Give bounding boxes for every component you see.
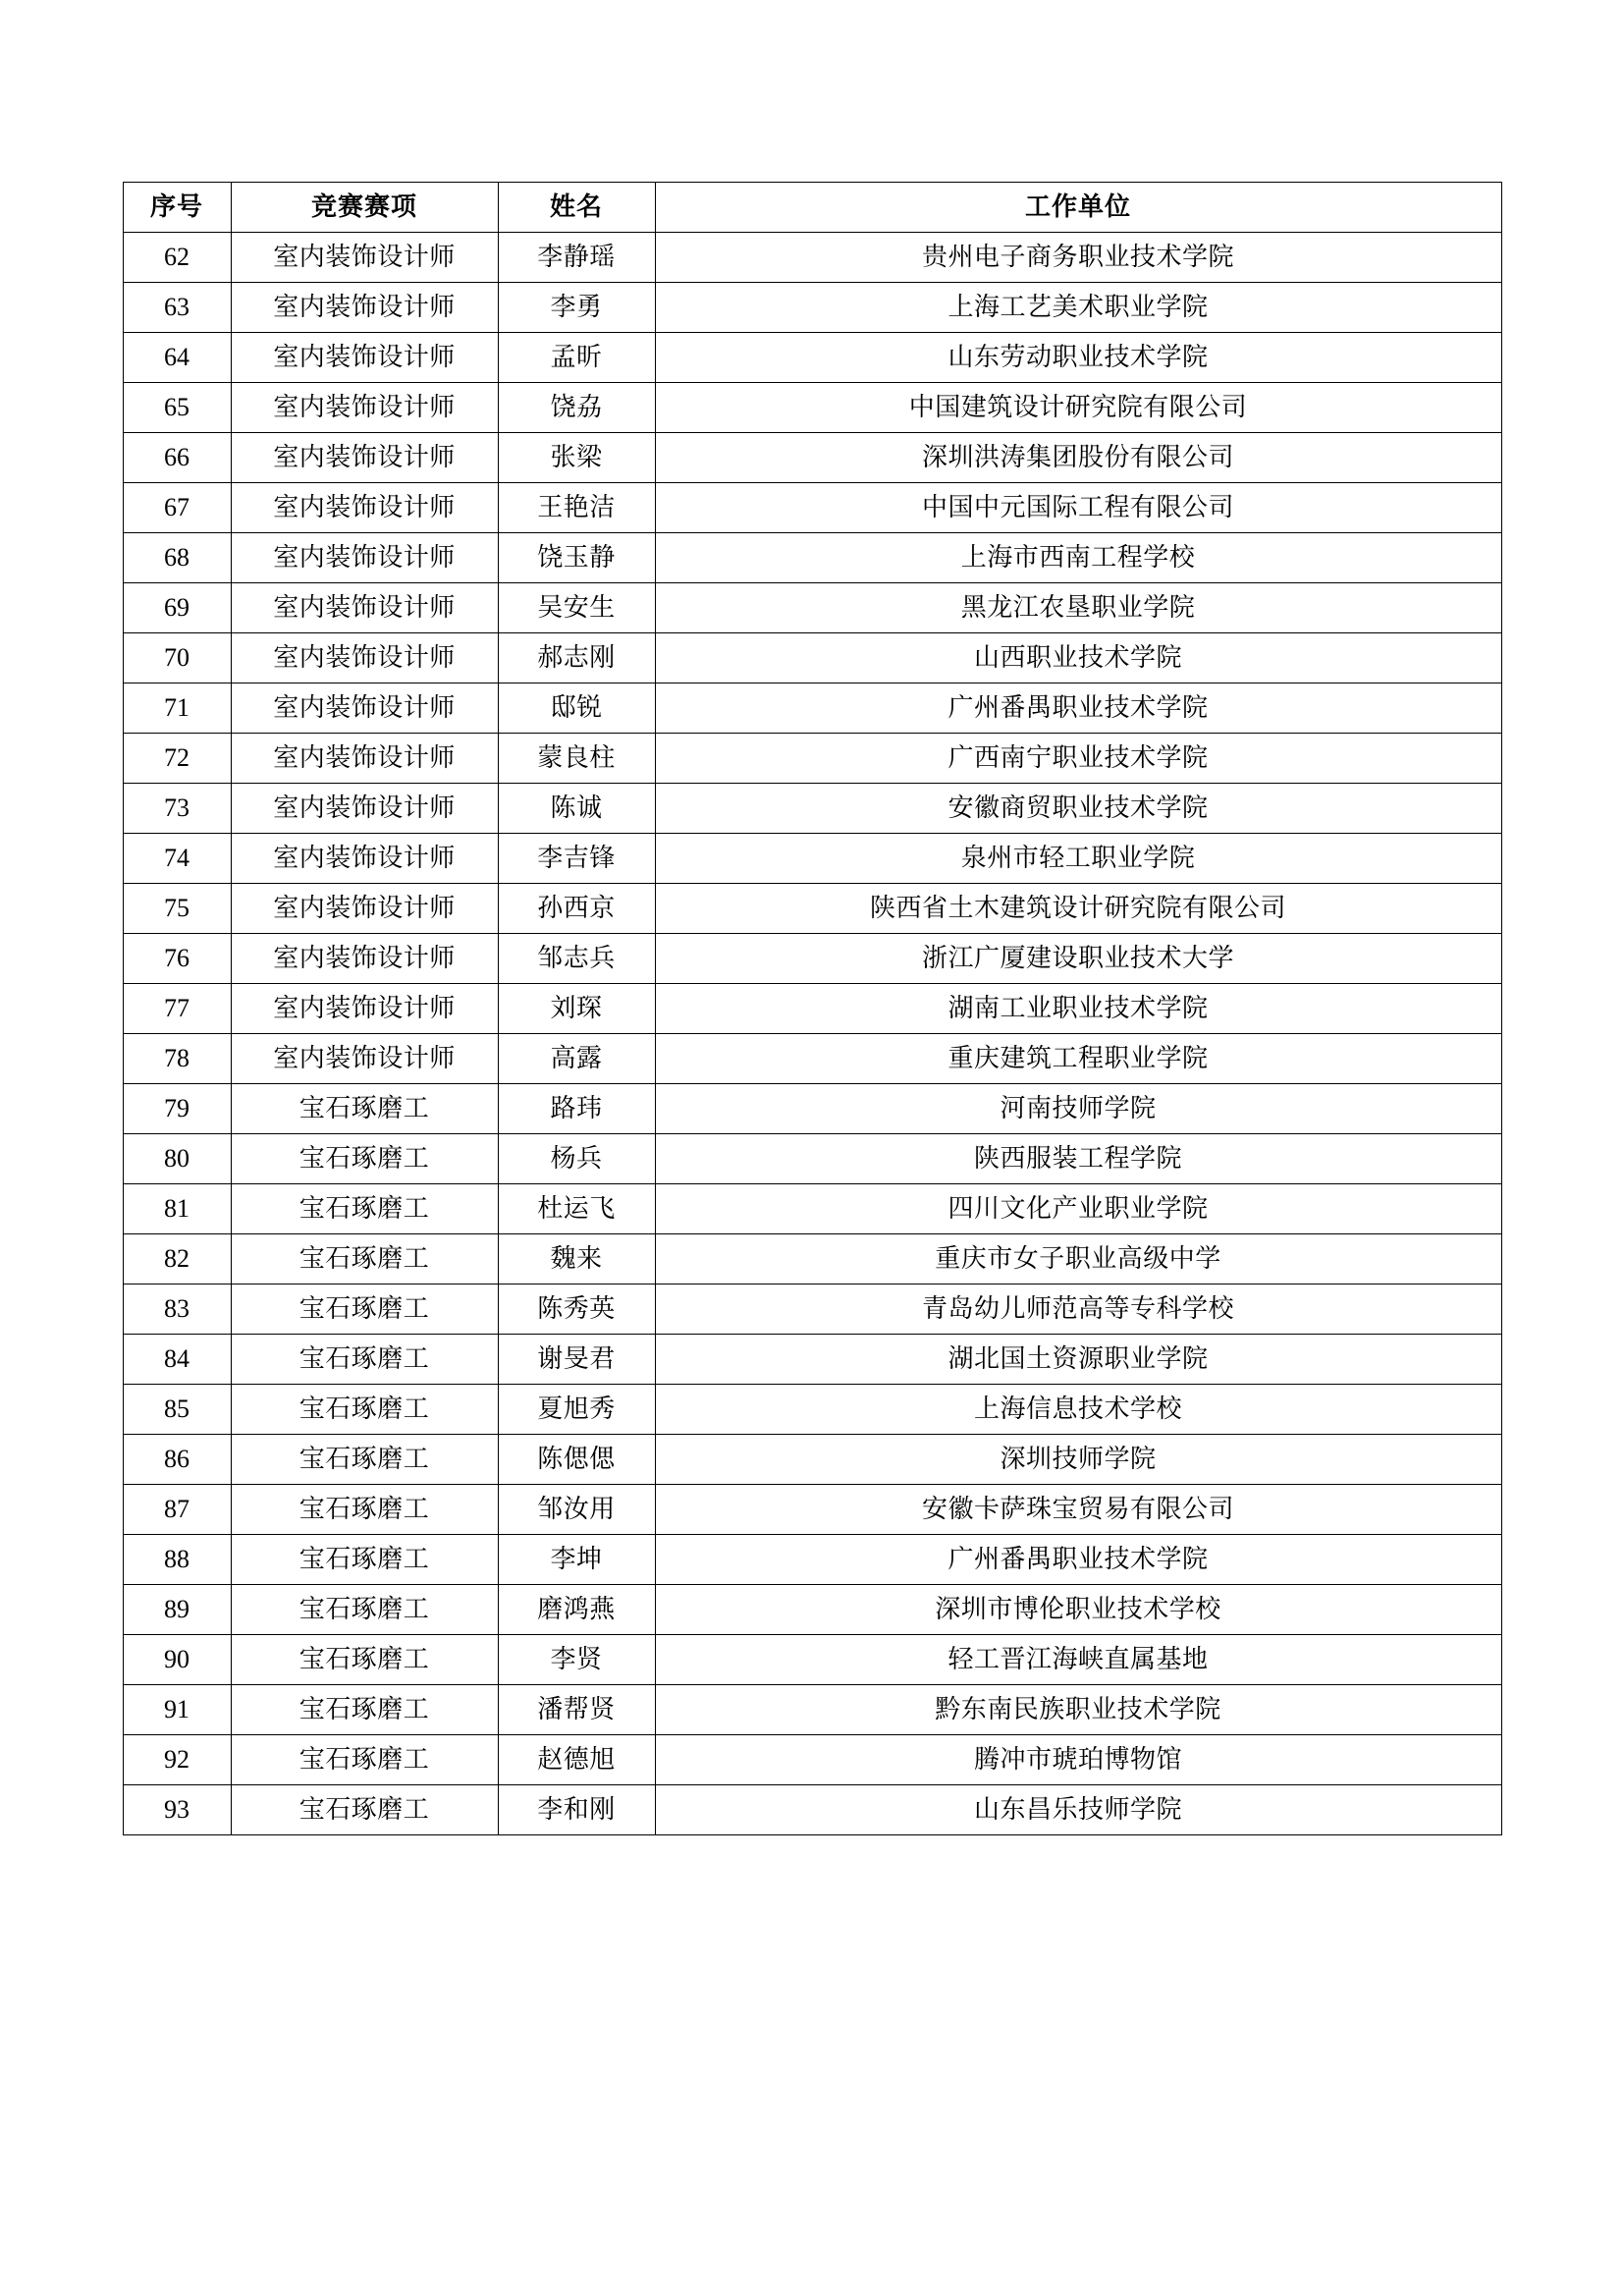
cell-event: 宝石琢磨工: [231, 1485, 498, 1535]
cell-org: 黑龙江农垦职业学院: [655, 583, 1501, 633]
table-row: [123, 533, 1501, 583]
roster-table: [123, 182, 1502, 1835]
cell-seq: 83: [123, 1285, 231, 1335]
column-header-seq: 序号: [123, 183, 231, 233]
cell-org: 重庆建筑工程职业学院: [655, 1034, 1501, 1084]
cell-seq: 85: [123, 1385, 231, 1435]
table-row: [123, 1485, 1501, 1535]
cell-name: 李贤: [498, 1635, 655, 1685]
cell-name: 孟昕: [498, 333, 655, 383]
cell-event: 室内装饰设计师: [231, 633, 498, 683]
cell-event: 室内装饰设计师: [231, 233, 498, 283]
cell-seq: 71: [123, 683, 231, 734]
cell-seq: 79: [123, 1084, 231, 1134]
cell-seq: 68: [123, 533, 231, 583]
cell-seq: 78: [123, 1034, 231, 1084]
cell-event: 宝石琢磨工: [231, 1134, 498, 1184]
cell-name: 邹汝用: [498, 1485, 655, 1535]
cell-event: 宝石琢磨工: [231, 1234, 498, 1285]
table-row: [123, 433, 1501, 483]
cell-org: 陕西省土木建筑设计研究院有限公司: [655, 884, 1501, 934]
cell-org: 贵州电子商务职业技术学院: [655, 233, 1501, 283]
cell-event: 室内装饰设计师: [231, 483, 498, 533]
cell-name: 邸锐: [498, 683, 655, 734]
table-row: [123, 383, 1501, 433]
cell-org: 陕西服装工程学院: [655, 1134, 1501, 1184]
cell-seq: 65: [123, 383, 231, 433]
cell-seq: 73: [123, 784, 231, 834]
cell-event: 室内装饰设计师: [231, 583, 498, 633]
cell-org: 腾冲市琥珀博物馆: [655, 1735, 1501, 1785]
table-row: [123, 633, 1501, 683]
cell-org: 浙江广厦建设职业技术大学: [655, 934, 1501, 984]
table-row: [123, 984, 1501, 1034]
cell-name: 陈诚: [498, 784, 655, 834]
cell-event: 室内装饰设计师: [231, 1034, 498, 1084]
table-row: [123, 1435, 1501, 1485]
cell-name: 磨鸿燕: [498, 1585, 655, 1635]
table-row: [123, 1234, 1501, 1285]
cell-org: 河南技师学院: [655, 1084, 1501, 1134]
cell-org: 轻工晋江海峡直属基地: [655, 1635, 1501, 1685]
cell-event: 室内装饰设计师: [231, 533, 498, 583]
cell-name: 陈偲偲: [498, 1435, 655, 1485]
cell-seq: 84: [123, 1335, 231, 1385]
cell-name: 邹志兵: [498, 934, 655, 984]
cell-event: 室内装饰设计师: [231, 333, 498, 383]
table-row: [123, 1084, 1501, 1134]
table-row: [123, 734, 1501, 784]
cell-seq: 80: [123, 1134, 231, 1184]
cell-event: 宝石琢磨工: [231, 1735, 498, 1785]
table-row: [123, 583, 1501, 633]
cell-name: 孙西京: [498, 884, 655, 934]
cell-event: 室内装饰设计师: [231, 834, 498, 884]
cell-event: 宝石琢磨工: [231, 1084, 498, 1134]
cell-event: 室内装饰设计师: [231, 984, 498, 1034]
cell-seq: 63: [123, 283, 231, 333]
cell-name: 李和刚: [498, 1785, 655, 1835]
cell-org: 黔东南民族职业技术学院: [655, 1685, 1501, 1735]
cell-org: 泉州市轻工职业学院: [655, 834, 1501, 884]
table-row: [123, 834, 1501, 884]
cell-event: 宝石琢磨工: [231, 1585, 498, 1635]
cell-event: 室内装饰设计师: [231, 283, 498, 333]
cell-event: 宝石琢磨工: [231, 1335, 498, 1385]
cell-name: 谢旻君: [498, 1335, 655, 1385]
cell-seq: 93: [123, 1785, 231, 1835]
cell-seq: 81: [123, 1184, 231, 1234]
cell-org: 上海市西南工程学校: [655, 533, 1501, 583]
cell-seq: 72: [123, 734, 231, 784]
cell-event: 室内装饰设计师: [231, 884, 498, 934]
cell-org: 中国建筑设计研究院有限公司: [655, 383, 1501, 433]
cell-event: 宝石琢磨工: [231, 1535, 498, 1585]
cell-name: 李静瑶: [498, 233, 655, 283]
cell-name: 陈秀英: [498, 1285, 655, 1335]
cell-event: 宝石琢磨工: [231, 1635, 498, 1685]
cell-name: 刘琛: [498, 984, 655, 1034]
cell-seq: 64: [123, 333, 231, 383]
cell-org: 四川文化产业职业学院: [655, 1184, 1501, 1234]
cell-event: 室内装饰设计师: [231, 934, 498, 984]
cell-org: 山东昌乐技师学院: [655, 1785, 1501, 1835]
cell-seq: 82: [123, 1234, 231, 1285]
table-header: [123, 183, 1501, 233]
cell-name: 杨兵: [498, 1134, 655, 1184]
cell-name: 王艳洁: [498, 483, 655, 533]
table-row: [123, 1785, 1501, 1835]
cell-event: 室内装饰设计师: [231, 784, 498, 834]
cell-org: 安徽商贸职业技术学院: [655, 784, 1501, 834]
table-row: [123, 1535, 1501, 1585]
cell-name: 李吉锋: [498, 834, 655, 884]
cell-seq: 86: [123, 1435, 231, 1485]
cell-name: 赵德旭: [498, 1735, 655, 1785]
cell-seq: 87: [123, 1485, 231, 1535]
column-header-event: 竞赛赛项: [231, 183, 498, 233]
column-header-name: 姓名: [498, 183, 655, 233]
cell-seq: 92: [123, 1735, 231, 1785]
cell-event: 宝石琢磨工: [231, 1385, 498, 1435]
cell-org: 中国中元国际工程有限公司: [655, 483, 1501, 533]
table-row: [123, 1184, 1501, 1234]
table-header-row: [123, 183, 1501, 233]
table-row: [123, 1335, 1501, 1385]
table-body: [123, 233, 1501, 1835]
cell-org: 重庆市女子职业高级中学: [655, 1234, 1501, 1285]
cell-seq: 67: [123, 483, 231, 533]
cell-event: 宝石琢磨工: [231, 1685, 498, 1735]
cell-name: 路玮: [498, 1084, 655, 1134]
cell-org: 上海工艺美术职业学院: [655, 283, 1501, 333]
table-row: [123, 283, 1501, 333]
cell-name: 魏来: [498, 1234, 655, 1285]
cell-org: 青岛幼儿师范高等专科学校: [655, 1285, 1501, 1335]
cell-seq: 88: [123, 1535, 231, 1585]
table-row: [123, 1585, 1501, 1635]
cell-event: 宝石琢磨工: [231, 1435, 498, 1485]
table-row: [123, 784, 1501, 834]
cell-seq: 76: [123, 934, 231, 984]
table-row: [123, 1134, 1501, 1184]
table-row: [123, 934, 1501, 984]
cell-seq: 89: [123, 1585, 231, 1635]
roster-table-container: [123, 182, 1501, 1835]
cell-org: 湖南工业职业技术学院: [655, 984, 1501, 1034]
cell-event: 室内装饰设计师: [231, 683, 498, 734]
column-header-org: 工作单位: [655, 183, 1501, 233]
cell-name: 吴安生: [498, 583, 655, 633]
cell-org: 上海信息技术学校: [655, 1385, 1501, 1435]
cell-name: 张梁: [498, 433, 655, 483]
cell-event: 室内装饰设计师: [231, 433, 498, 483]
cell-name: 潘帮贤: [498, 1685, 655, 1735]
cell-name: 蒙良柱: [498, 734, 655, 784]
cell-event: 室内装饰设计师: [231, 734, 498, 784]
cell-name: 杜运飞: [498, 1184, 655, 1234]
cell-org: 安徽卡萨珠宝贸易有限公司: [655, 1485, 1501, 1535]
cell-org: 广西南宁职业技术学院: [655, 734, 1501, 784]
cell-seq: 62: [123, 233, 231, 283]
cell-org: 山西职业技术学院: [655, 633, 1501, 683]
cell-name: 饶玉静: [498, 533, 655, 583]
cell-org: 深圳市博伦职业技术学校: [655, 1585, 1501, 1635]
table-row: [123, 1034, 1501, 1084]
table-row: [123, 1285, 1501, 1335]
table-row: [123, 1385, 1501, 1435]
cell-event: 宝石琢磨工: [231, 1785, 498, 1835]
table-row: [123, 884, 1501, 934]
cell-event: 宝石琢磨工: [231, 1285, 498, 1335]
cell-event: 室内装饰设计师: [231, 383, 498, 433]
cell-name: 夏旭秀: [498, 1385, 655, 1435]
cell-seq: 66: [123, 433, 231, 483]
cell-seq: 91: [123, 1685, 231, 1735]
cell-org: 深圳技师学院: [655, 1435, 1501, 1485]
cell-name: 李勇: [498, 283, 655, 333]
cell-name: 高露: [498, 1034, 655, 1084]
cell-name: 郝志刚: [498, 633, 655, 683]
table-row: [123, 1735, 1501, 1785]
cell-seq: 74: [123, 834, 231, 884]
table-row: [123, 1635, 1501, 1685]
cell-org: 湖北国土资源职业学院: [655, 1335, 1501, 1385]
cell-org: 深圳洪涛集团股份有限公司: [655, 433, 1501, 483]
cell-seq: 77: [123, 984, 231, 1034]
table-row: [123, 1685, 1501, 1735]
table-row: [123, 683, 1501, 734]
table-row: [123, 483, 1501, 533]
cell-seq: 90: [123, 1635, 231, 1685]
cell-seq: 70: [123, 633, 231, 683]
cell-seq: 75: [123, 884, 231, 934]
cell-org: 山东劳动职业技术学院: [655, 333, 1501, 383]
cell-name: 李坤: [498, 1535, 655, 1585]
table-row: [123, 233, 1501, 283]
cell-event: 宝石琢磨工: [231, 1184, 498, 1234]
cell-seq: 69: [123, 583, 231, 633]
table-row: [123, 333, 1501, 383]
cell-name: 饶劦: [498, 383, 655, 433]
cell-org: 广州番禺职业技术学院: [655, 683, 1501, 734]
cell-org: 广州番禺职业技术学院: [655, 1535, 1501, 1585]
